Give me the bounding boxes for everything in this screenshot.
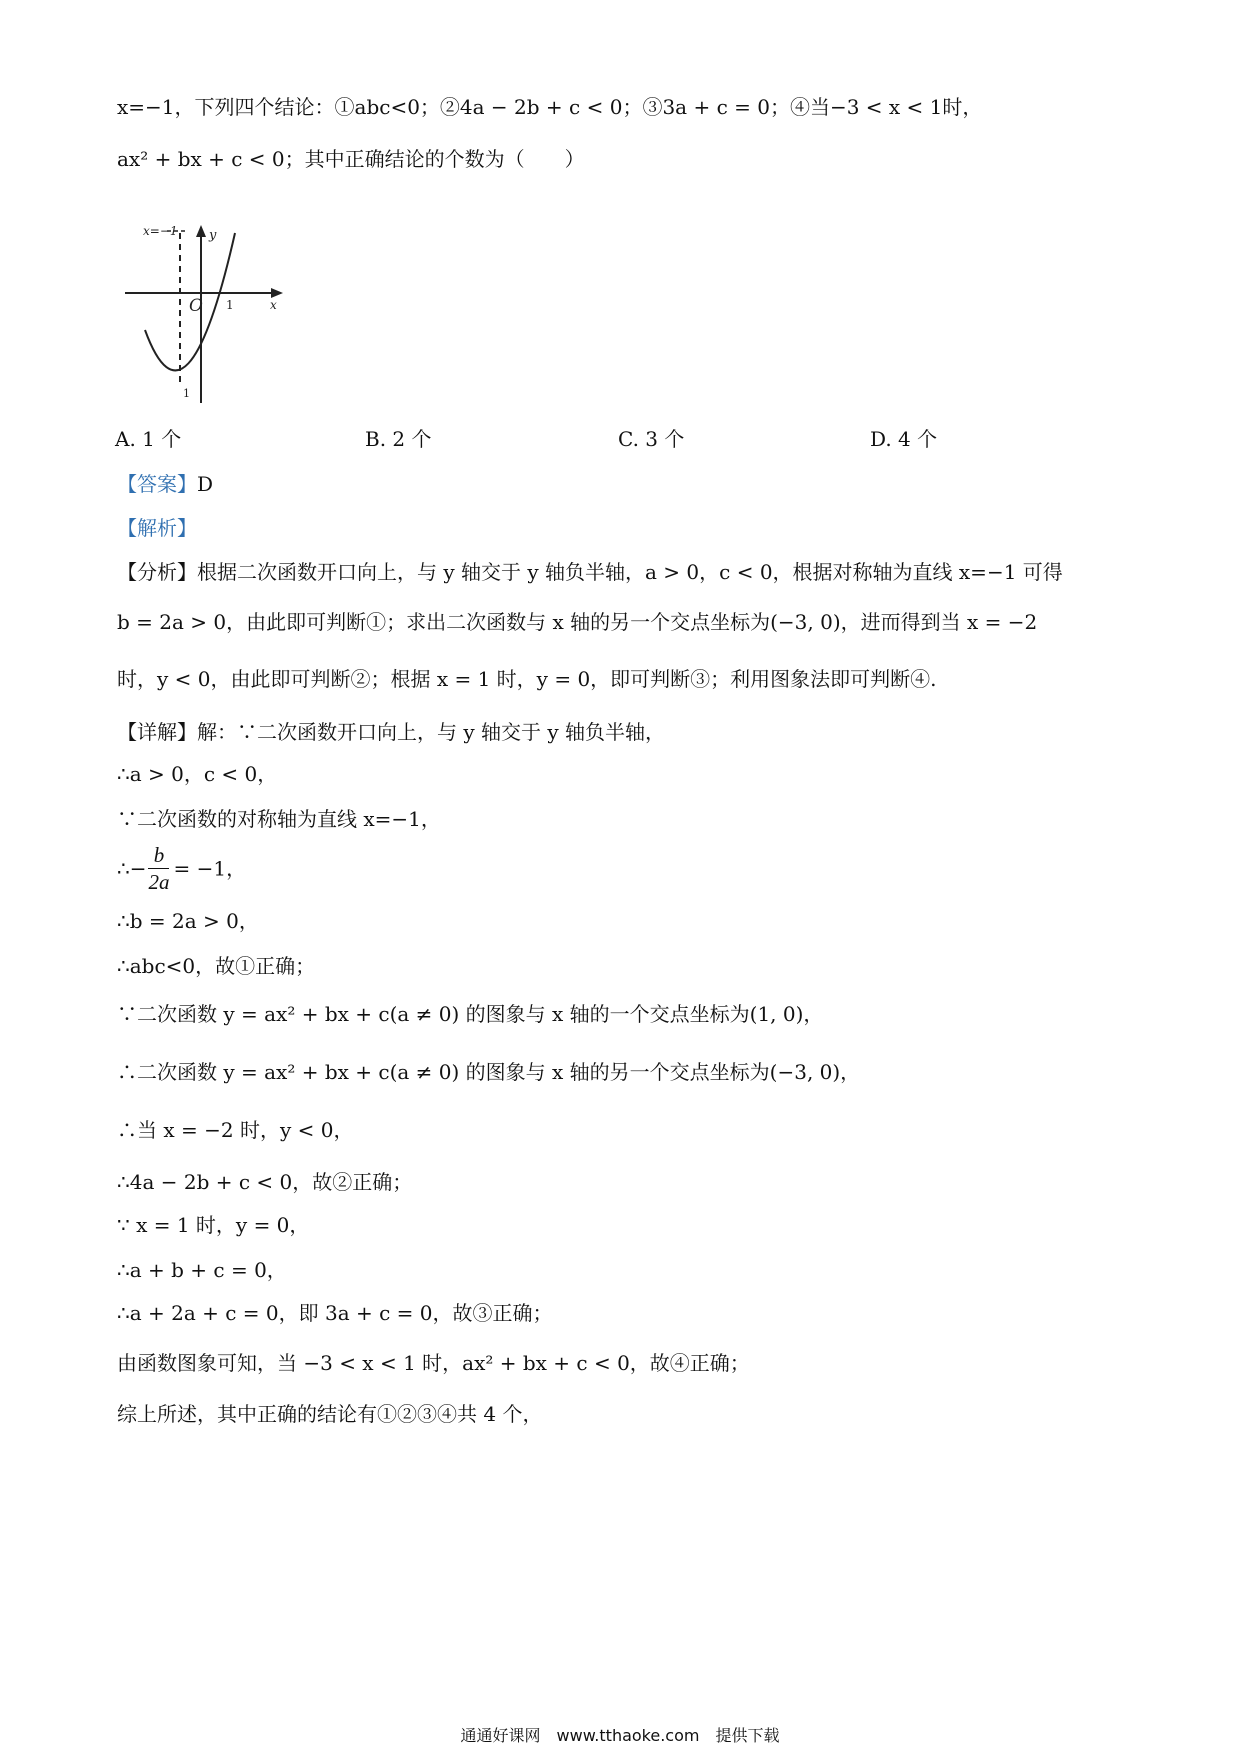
analysis-line-2: b = 2a > 0，由此即可判断①；求出二次函数与 x 轴的另一个交点坐标为(−3, 0)，进而得到当 x = −2 [117, 610, 1038, 634]
detail-line-14: 综上所述，其中正确的结论有①②③④共 4 个， [117, 1402, 543, 1426]
analysis-text-1: 根据二次函数开口向上，与 y 轴交于 y 轴负半轴，a > 0，c < 0，根据对称轴为直线 x=−1 可得 [197, 560, 1063, 584]
detail-text-0: 解：∵二次函数开口向上，与 y 轴交于 y 轴负半轴， [197, 720, 666, 744]
option-d: D. 4 个 [870, 427, 938, 451]
origin-label: O [189, 296, 203, 316]
fraction-denominator: 2a [148, 870, 170, 894]
x-axis-label: x [270, 298, 277, 312]
tick-label-x: 1 [226, 298, 234, 312]
detail-line-12: ∴a + 2a + c = 0，即 3a + c = 0，故③正确； [117, 1301, 553, 1325]
detail-line-7: ∴二次函数 y = ax² + bx + c(a ≠ 0) 的图象与 x 轴的另一个交点坐标为(−3, 0)， [117, 1060, 861, 1084]
detail-line-5: ∴abc<0，故①正确； [117, 954, 316, 978]
detail-line-9: ∴4a − 2b + c < 0，故②正确； [117, 1170, 413, 1194]
detail-line-4: ∴b = 2a > 0， [117, 909, 259, 933]
detail-line-13: 由函数图象可知，当 −3 < x < 1 时，ax² + bx + c < 0，故④正确； [117, 1351, 750, 1375]
y-axis-arrow [196, 225, 206, 237]
option-c: C. 3 个 [618, 427, 685, 451]
detail-line-11: ∴a + b + c = 0， [117, 1258, 287, 1282]
x-axis-arrow [271, 288, 283, 298]
detail-line-8: ∴当 x = −2 时，y < 0， [117, 1118, 354, 1142]
fraction-numerator: b [148, 842, 169, 869]
fraction-prefix: ∴− [117, 856, 147, 881]
detail-tag: 【详解】 [117, 720, 197, 744]
detail-line-10: ∵ x = 1 时，y = 0， [117, 1213, 310, 1237]
answer-tag: 【答案】 [117, 472, 197, 496]
detail-line-2: ∵二次函数的对称轴为直线 x=−1， [117, 807, 441, 831]
analysis-line-1 [117, 558, 1063, 586]
detail-line-0 [117, 718, 665, 746]
page-footer: 通通好课网 www.tthaoke.com 提供下载 [460, 1726, 780, 1745]
answer-line [117, 470, 213, 498]
analysis-tag: 【分析】 [117, 560, 197, 584]
problem-line-1: x=−1，下列四个结论：①abc<0；②4a − 2b + c < 0；③3a + c = 0；④当−3 < x < 1时， [117, 95, 983, 119]
y-axis-label: y [209, 228, 217, 243]
tick-label-bottom: 1 [183, 387, 190, 400]
fraction-suffix: = −1， [173, 856, 247, 881]
parabola-figure [125, 225, 325, 405]
detail-line-1: ∴a > 0，c < 0， [117, 762, 278, 786]
analysis-line-3: 时，y < 0，由此即可判断②；根据 x = 1 时，y = 0，即可判断③；利用图象法即可判断④. [117, 667, 937, 691]
option-b: B. 2 个 [365, 427, 432, 451]
detail-line-6: ∵二次函数 y = ax² + bx + c(a ≠ 0) 的图象与 x 轴的一个交点坐标为(1, 0)， [117, 1002, 824, 1026]
dashed-label: x=−1 [143, 225, 178, 238]
analysis-heading: 【解析】 [117, 516, 197, 540]
problem-line-2: ax² + bx + c < 0；其中正确结论的个数为（ ） [117, 147, 585, 171]
fraction [148, 842, 169, 895]
detail-fraction-line [117, 840, 246, 896]
option-a: A. 1 个 [115, 427, 182, 451]
answer-value: D [197, 472, 214, 496]
